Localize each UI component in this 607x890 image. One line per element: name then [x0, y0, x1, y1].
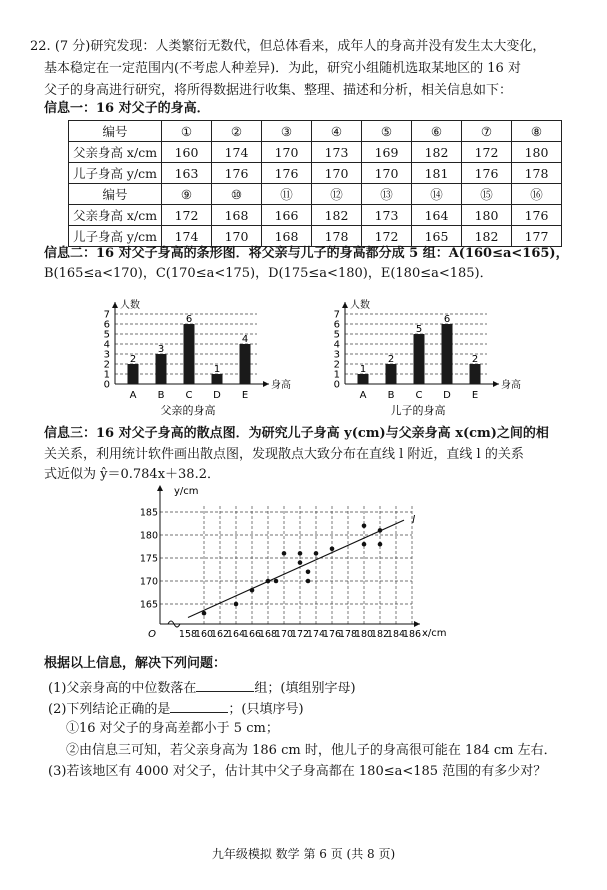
- bar: [414, 334, 425, 384]
- height-table: [68, 120, 562, 247]
- table-cell: 178: [512, 163, 562, 184]
- info2-line-2: B(165≤a<170)，C(170≤a<175)，D(175≤a<180)，E(180≤a<185)．: [44, 266, 493, 281]
- scatter-point: [298, 551, 303, 556]
- y-tick-label: 6: [333, 319, 340, 331]
- x-tick-label: 186: [402, 629, 422, 640]
- bar-value-label: 6: [185, 314, 193, 325]
- x-tick-label: D: [213, 390, 221, 401]
- bar: [358, 374, 369, 384]
- table-row: [69, 163, 562, 184]
- table-row: [69, 142, 562, 163]
- x-axis-arrow: [263, 381, 269, 387]
- table-header-son: 儿子身高 y/cm: [69, 163, 162, 184]
- question-2: [48, 699, 304, 719]
- y-tick-label: 1: [103, 369, 110, 381]
- y-tick-label: 180: [139, 530, 158, 542]
- x-tick-label: E: [241, 390, 249, 401]
- scatter-point: [378, 542, 383, 547]
- chart-title: 儿子的身高: [390, 404, 446, 417]
- table-cell: 180: [512, 142, 562, 163]
- info3-line-2: 关关系，利用统计软件画出散点图，发现散点大致分布在直线 l 附近，直线 l 的关系: [44, 447, 524, 462]
- table-cell: 182: [312, 205, 362, 226]
- bar-value-label: 3: [157, 344, 165, 355]
- table-header-son: 儿子身高 y/cm: [69, 226, 162, 247]
- y-axis-label: y/cm: [174, 486, 199, 497]
- x-tick-label: C: [415, 390, 423, 401]
- origin-label: O: [148, 629, 156, 640]
- y-axis-arrow: [342, 302, 348, 308]
- bar: [442, 324, 453, 384]
- y-tick-label: 185: [139, 507, 158, 519]
- y-axis-arrow: [157, 485, 163, 491]
- bar: [212, 374, 223, 384]
- scatter-point: [330, 547, 335, 552]
- table-cell: 164: [412, 205, 462, 226]
- x-tick-label: D: [443, 390, 451, 401]
- scatter-point: [250, 588, 255, 593]
- bar-value-label: 2: [471, 354, 479, 365]
- table-cell: 176: [462, 163, 512, 184]
- y-tick-label: 7: [333, 309, 340, 321]
- y-tick-label: 6: [103, 319, 110, 331]
- y-tick-label: 170: [139, 576, 158, 588]
- question-2-suffix: ；(只填序号): [228, 702, 304, 717]
- line-label: l: [412, 513, 416, 527]
- table-cell: 176: [512, 205, 562, 226]
- table-cell: 182: [412, 142, 462, 163]
- bar: [470, 364, 481, 384]
- y-tick-label: 5: [333, 329, 340, 341]
- son-height-bar-chart: [325, 285, 525, 420]
- answer-blank-2[interactable]: [170, 699, 228, 713]
- scatter-point: [306, 579, 311, 584]
- table-cell: ⑥: [412, 121, 462, 142]
- table-cell: 160: [162, 142, 212, 163]
- scatter-point: [202, 611, 207, 616]
- chart-title: 父亲的身高: [160, 404, 216, 417]
- scatter-point: [362, 524, 367, 529]
- table-cell: 174: [162, 226, 212, 247]
- table-cell: 166: [262, 205, 312, 226]
- table-cell: 170: [262, 142, 312, 163]
- x-tick-label: 184: [386, 629, 406, 640]
- x-tick-label: 168: [258, 629, 278, 640]
- table-cell: 168: [262, 226, 312, 247]
- y-axis-label: 人数: [350, 300, 370, 311]
- bar: [184, 324, 195, 384]
- table-row: [69, 226, 562, 247]
- table-cell: 170: [362, 163, 412, 184]
- scatter-point: [306, 570, 311, 575]
- info3-line-1: 信息三：16 对父子身高的散点图．为研究儿子身高 y(cm)与父亲身高 x(cm)之间的相: [44, 426, 549, 441]
- question-intro: [30, 38, 545, 56]
- x-tick-label: 174: [306, 629, 326, 640]
- table-cell: ⑤: [362, 121, 412, 142]
- table-row: [69, 205, 562, 226]
- bar-value-label: 5: [415, 324, 423, 335]
- x-axis-arrow: [414, 621, 420, 627]
- table-cell: 173: [312, 142, 362, 163]
- table-cell: 169: [362, 142, 412, 163]
- x-tick-label: 162: [210, 629, 230, 640]
- table-cell: ⑧: [512, 121, 562, 142]
- scatter-point: [314, 551, 319, 556]
- table-cell: 178: [312, 226, 362, 247]
- table-cell: 172: [162, 205, 212, 226]
- scatter-point: [274, 579, 279, 584]
- intro-line-2: 基本稳定在一定范围内(不考虑人种差异)．为此，研究小组随机选取某地区的 16 对: [44, 61, 521, 76]
- x-axis-arrow: [493, 381, 499, 387]
- bar-value-label: 2: [129, 354, 137, 365]
- y-axis-label: 人数: [120, 300, 140, 311]
- table-cell: ④: [312, 121, 362, 142]
- y-axis-arrow: [112, 302, 118, 308]
- table-cell: 174: [212, 142, 262, 163]
- scatter-point: [362, 542, 367, 547]
- table-cell: 173: [362, 205, 412, 226]
- statement-2: ②由信息三可知，若父亲身高为 186 cm 时，他儿子的身高很可能在 184 cm 左右．: [66, 743, 557, 758]
- question-3: (3)若该地区有 4000 对父子，估计其中父子身高都在 180≤a<185 范围的有多少对？: [48, 764, 547, 779]
- questions-lead: 根据以上信息，解决下列问题：: [44, 656, 227, 671]
- y-tick-label: 3: [103, 349, 110, 361]
- table-cell: ⑦: [462, 121, 512, 142]
- info2-line-1: 信息二：16 对父子身高的条形图．将父亲与儿子的身高都分成 5 组：A(160≤a<165)，: [44, 246, 569, 261]
- x-tick-label: A: [129, 390, 137, 401]
- y-tick-label: 4: [333, 339, 340, 351]
- table-cell: ⑬: [362, 184, 412, 205]
- table-cell: ③: [262, 121, 312, 142]
- x-axis-label: x/cm: [422, 628, 447, 639]
- x-tick-label: 180: [354, 629, 374, 640]
- bar: [240, 344, 251, 384]
- table-cell: 182: [462, 226, 512, 247]
- statement-1: ①16 对父子的身高差都小于 5 cm；: [66, 721, 279, 736]
- question-1: [48, 678, 356, 698]
- y-tick-label: 2: [333, 359, 340, 371]
- table-cell: 177: [512, 226, 562, 247]
- x-tick-label: B: [387, 390, 395, 401]
- x-tick-label: 158: [178, 629, 198, 640]
- y-tick-label: 1: [333, 369, 340, 381]
- y-tick-label: 0: [103, 379, 110, 391]
- table-cell: ⑩: [212, 184, 262, 205]
- table-cell: ①: [162, 121, 212, 142]
- y-tick-label: 2: [103, 359, 110, 371]
- scatter-point: [234, 602, 239, 607]
- x-tick-label: 182: [370, 629, 390, 640]
- bar: [386, 364, 397, 384]
- table-cell: ⑭: [412, 184, 462, 205]
- x-axis-label: 身高: [271, 380, 291, 391]
- table-row: [69, 121, 562, 142]
- scatter-point: [266, 579, 271, 584]
- x-tick-label: B: [157, 390, 165, 401]
- table-cell: 181: [412, 163, 462, 184]
- table-header-father: 父亲身高 x/cm: [69, 205, 162, 226]
- table-cell: 176: [262, 163, 312, 184]
- bar-value-label: 1: [359, 364, 367, 375]
- x-tick-label: 176: [322, 629, 342, 640]
- question-1-suffix: 组；(填组别字母): [254, 681, 356, 696]
- table-cell: 170: [212, 226, 262, 247]
- info3-line-3: 式近似为 ŷ＝0.784x＋38.2．: [44, 467, 220, 482]
- x-tick-label: 172: [290, 629, 310, 640]
- question-number: 22.: [30, 39, 51, 54]
- table-header-id: 编号: [69, 121, 162, 142]
- bar-value-label: 1: [213, 364, 221, 375]
- table-header-father: 父亲身高 x/cm: [69, 142, 162, 163]
- scatter-point: [378, 528, 383, 533]
- question-2-text: (2)下列结论正确的是: [48, 702, 171, 717]
- table-cell: 168: [212, 205, 262, 226]
- table-cell: ⑮: [462, 184, 512, 205]
- x-tick-label: C: [185, 390, 193, 401]
- x-tick-label: A: [359, 390, 367, 401]
- table-cell: 172: [362, 226, 412, 247]
- table-cell: 163: [162, 163, 212, 184]
- page-footer: 九年级模拟 数学 第 6 页 (共 8 页): [211, 847, 396, 861]
- info1-title: 信息一：16 对父子的身高．: [44, 101, 210, 116]
- table-row: [69, 184, 562, 205]
- scatter-point: [282, 551, 287, 556]
- table-cell: ⑯: [512, 184, 562, 205]
- intro-line-1: (7 分)研究发现：人类繁衍无数代，但总体看来，成年人的身高并没有发生太大变化，: [54, 39, 546, 54]
- height-scatter-plot: [139, 483, 550, 643]
- bar-value-label: 2: [387, 354, 395, 365]
- x-tick-label: 170: [274, 629, 294, 640]
- bar-value-label: 4: [241, 334, 249, 345]
- table-header-id: 编号: [69, 184, 162, 205]
- table-cell: ⑪: [262, 184, 312, 205]
- answer-blank-1[interactable]: [196, 678, 254, 692]
- y-tick-label: 7: [103, 309, 110, 321]
- y-tick-label: 4: [103, 339, 110, 351]
- y-tick-label: 175: [139, 553, 158, 565]
- x-tick-label: E: [471, 390, 479, 401]
- bar-value-label: 6: [443, 314, 451, 325]
- intro-line-3: 父子的身高进行研究，将所得数据进行收集、整理、描述和分析，相关信息如下：: [44, 83, 513, 98]
- x-axis-label: 身高: [501, 380, 521, 391]
- x-tick-label: 164: [226, 629, 246, 640]
- table-cell: 172: [462, 142, 512, 163]
- table-cell: 180: [462, 205, 512, 226]
- y-tick-label: 5: [103, 329, 110, 341]
- father-height-bar-chart: [95, 285, 295, 420]
- table-cell: 176: [212, 163, 262, 184]
- y-tick-label: 3: [333, 349, 340, 361]
- bar: [128, 364, 139, 384]
- table-cell: 165: [412, 226, 462, 247]
- y-tick-label: 0: [333, 379, 340, 391]
- scatter-point: [298, 560, 303, 565]
- y-tick-label: 165: [139, 599, 158, 611]
- x-tick-label: 160: [194, 629, 214, 640]
- table-cell: ⑫: [312, 184, 362, 205]
- x-tick-label: 166: [242, 629, 262, 640]
- x-tick-label: 178: [338, 629, 358, 640]
- bar: [156, 354, 167, 384]
- question-1-text: (1)父亲身高的中位数落在: [48, 681, 197, 696]
- table-cell: ⑨: [162, 184, 212, 205]
- table-cell: 170: [312, 163, 362, 184]
- table-cell: ②: [212, 121, 262, 142]
